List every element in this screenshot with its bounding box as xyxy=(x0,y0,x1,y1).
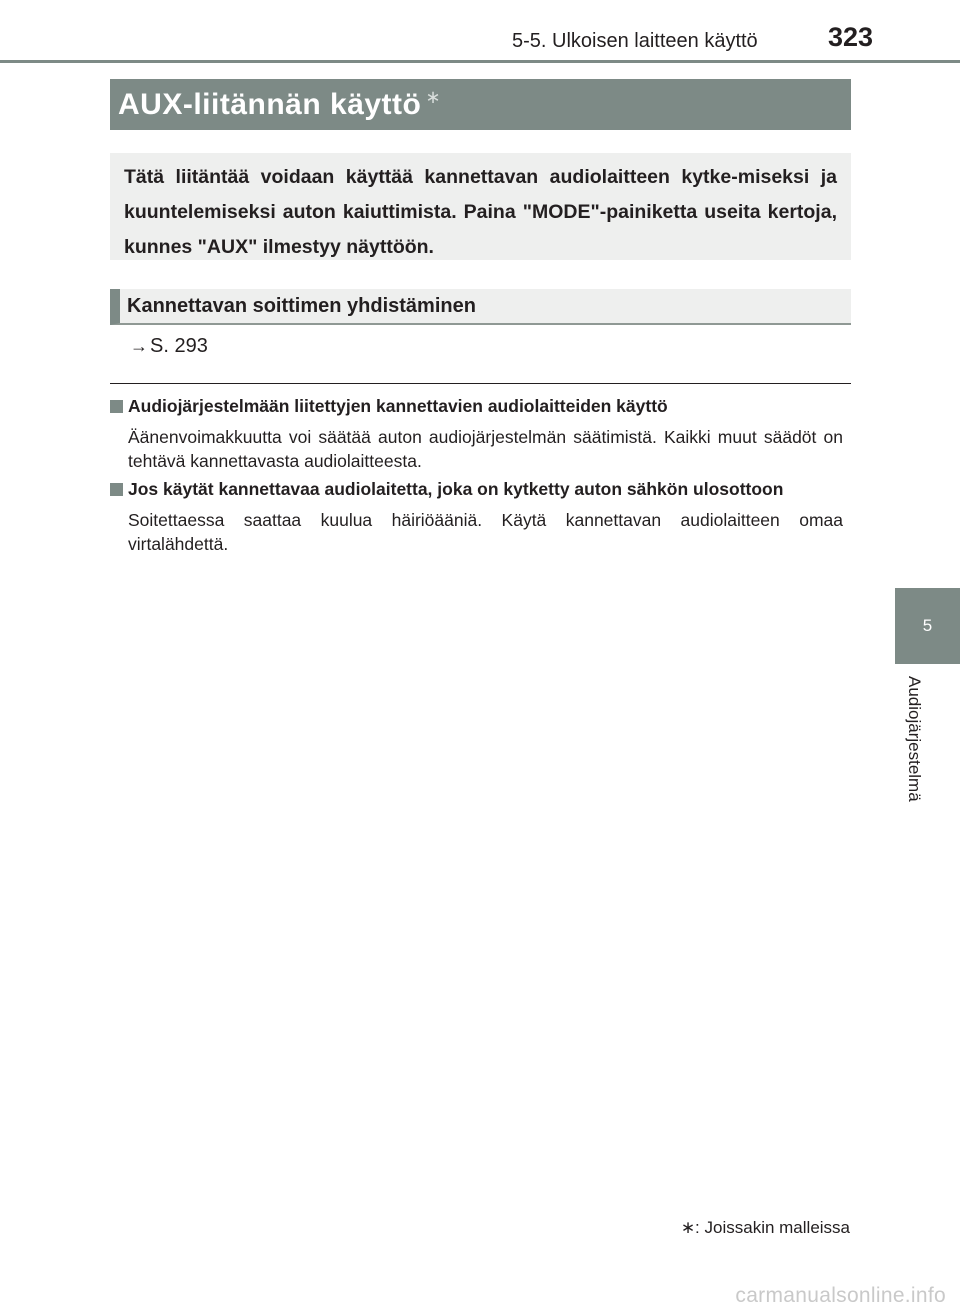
note-heading-text: Audiojärjestelmään liitettyjen kannettavien audiolaitteiden käyttö xyxy=(128,396,668,416)
note-1 xyxy=(110,395,851,473)
intro-box xyxy=(110,153,851,260)
square-bullet-icon xyxy=(110,483,123,496)
page-reference-link[interactable]: S. 293 xyxy=(150,335,208,357)
footnote: ∗: Joissakin malleissa xyxy=(680,1218,850,1237)
asterisk-icon: ∗ xyxy=(425,87,441,107)
header-section-title: 5-5. Ulkoisen laitteen käyttö xyxy=(512,30,758,52)
note-2 xyxy=(110,478,851,556)
side-tab-label: Audiojärjestelmä xyxy=(905,676,924,802)
side-tab-number: 5 xyxy=(922,616,933,635)
intro-text: Tätä liitäntää voidaan käyttää kannettavan audiolaitteen kytke-miseksi ja kuuntelemiseksi auton kaiuttimista. Paina "MODE"-painiketta useita kertoja, kunnes "AUX" ilmestyy näyttöön. xyxy=(124,166,837,258)
header-rule xyxy=(0,60,960,63)
page-reference xyxy=(130,335,208,358)
note-heading xyxy=(110,478,851,501)
section-divider xyxy=(110,383,851,384)
note-heading-text: Jos käytät kannettavaa audiolaitetta, joka on kytketty auton sähkön ulosottoon xyxy=(128,479,784,499)
arrow-right-icon: → xyxy=(130,336,148,356)
note-body: Äänenvoimakkuutta voi säätää auton audiojärjestelmän säätimistä. Kaikki muut säädöt on tehtävä kannettavasta audiolaitteesta. xyxy=(128,427,843,471)
square-bullet-icon xyxy=(110,400,123,413)
note-body: Soitettaessa saattaa kuulua häiriöääniä. Käytä kannettavan audiolaitteen omaa virtalähdettä. xyxy=(128,510,843,554)
watermark: carmanualsonline.info xyxy=(735,1284,946,1307)
note-heading xyxy=(110,395,851,418)
subheading-text: Kannettavan soittimen yhdistäminen xyxy=(127,294,476,317)
side-tab xyxy=(895,588,960,664)
subheading-bar xyxy=(110,289,851,325)
page-title: AUX-liitännän käyttö xyxy=(118,87,422,121)
page-title-bar xyxy=(110,79,851,130)
page-number: 323 xyxy=(828,22,874,52)
